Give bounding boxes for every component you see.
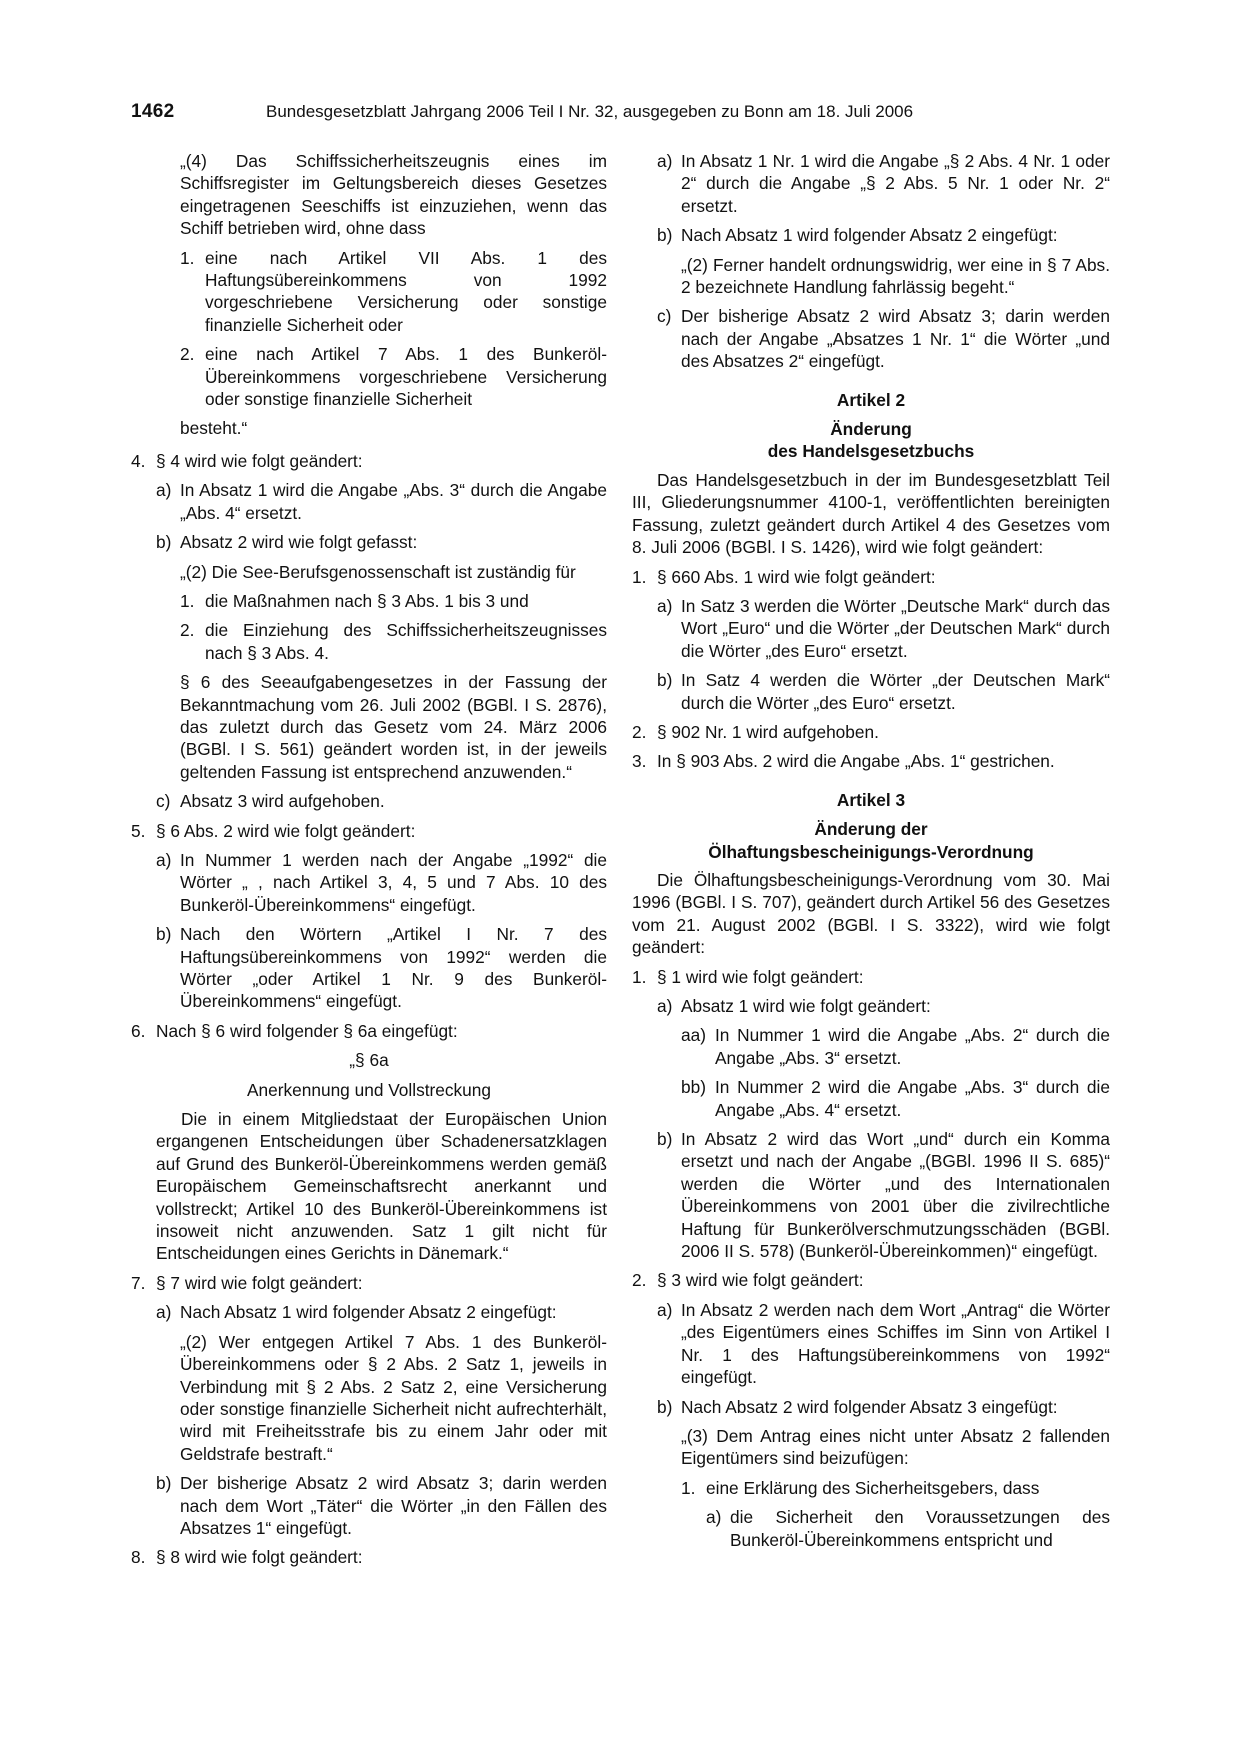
list-item-number: 8. — [131, 1547, 146, 1568]
list-item — [131, 820, 607, 842]
list-item-text: Der bisherige Absatz 2 wird Absatz 3; darin werden nach dem Wort „Täter“ die Wörter „in den Fällen des Absatzes 1“ eingefügt. — [180, 1473, 607, 1538]
list-item-number: 2. — [632, 1270, 647, 1291]
list-item — [632, 966, 1110, 988]
list-item-text: In Absatz 2 werden nach dem Wort „Antrag“ die Wörter „des Eigentümers eines Schiffes im Sinn von Artikel I Nr. 1 des Haftungsübereinkommens von 1992“ eingefügt. — [681, 1299, 1110, 1388]
list-item — [632, 150, 1110, 217]
page-number: 1462 — [131, 101, 175, 122]
list-item-text: Absatz 2 wird wie folgt gefasst: — [180, 532, 418, 553]
list-item-number: a) — [657, 996, 673, 1016]
list-item-number: a) — [156, 1302, 172, 1323]
list-item-number: bb) — [681, 1077, 706, 1098]
quoted-paragraph: „(2) Ferner handelt ordnungswidrig, wer eine in § 7 Abs. 2 bezeichnete Handlung fahrlässig begeht.“ — [681, 254, 1110, 298]
list-item — [131, 923, 607, 1013]
list-item-number: 3. — [632, 751, 647, 772]
list-item — [131, 531, 607, 553]
list-item-number: 7. — [131, 1272, 146, 1293]
list-item — [131, 619, 607, 664]
quoted-paragraph-4: „(4) Das Schiffssicherheitszeugnis eines im Schiffsregister im Geltungsbereich dieses Gesetzes eingetragenen Seeschiffs ist einzuziehen, wenn das Schiff betrieben wird, ohne dass — [180, 151, 607, 239]
list-item-text: § 8 wird wie folgt geändert: — [156, 1547, 363, 1568]
list-item — [632, 1506, 1110, 1551]
list-item-number: 2. — [180, 620, 195, 641]
list-item-number: b) — [657, 225, 673, 246]
article-heading: Ölhaftungsbescheinigungs-Verordnung — [708, 841, 1034, 862]
list-item — [632, 1076, 1110, 1121]
list-item-text: § 6 Abs. 2 wird wie folgt geändert: — [156, 820, 416, 841]
article-intro: Die Ölhaftungsbescheinigungs-Verordnung vom 30. Mai 1996 (BGBl. I S. 707), geändert durch Artikel 56 des Gesetzes vom 21. August 2002 (BGBl. I S. 3322), wird wie folgt geändert: — [632, 869, 1110, 958]
list-item — [632, 995, 1110, 1017]
list-item-number: b) — [156, 1473, 172, 1494]
list-item-text: In Nummer 2 wird die Angabe „Abs. 3“ durch die Angabe „Abs. 4“ ersetzt. — [715, 1077, 1110, 1120]
list-item — [131, 1301, 607, 1323]
list-item — [632, 1269, 1110, 1291]
list-item-text: § 1 wird wie folgt geändert: — [657, 966, 864, 987]
list-item-number: a) — [156, 849, 172, 870]
list-item-text: § 902 Nr. 1 wird aufgehoben. — [657, 721, 879, 742]
list-item-text: Nach Absatz 1 wird folgender Absatz 2 eingefügt: — [180, 1302, 557, 1323]
list-item-text: Nach Absatz 2 wird folgender Absatz 3 eingefügt: — [681, 1396, 1058, 1417]
list-item-text: In § 903 Abs. 2 wird die Angabe „Abs. 1“ gestrichen. — [657, 751, 1055, 772]
quoted-paragraph-end: besteht.“ — [180, 418, 248, 439]
list-item-number: 2. — [632, 721, 647, 742]
list-item-number: 1. — [632, 966, 647, 987]
list-item-number: b) — [657, 670, 673, 691]
list-item-text: Absatz 3 wird aufgehoben. — [180, 791, 385, 812]
list-item-text: Absatz 1 wird wie folgt geändert: — [681, 996, 931, 1016]
list-item-number: 1. — [632, 566, 647, 587]
list-item-text: § 3 wird wie folgt geändert: — [657, 1270, 864, 1291]
list-item-text: § 660 Abs. 1 wird wie folgt geändert: — [657, 566, 936, 587]
list-item — [131, 1546, 607, 1568]
list-item-text: In Nummer 1 werden nach der Angabe „1992“ die Wörter „ , nach Artikel 3, 4, 5 und 7 Abs. 10 des Bunkeröl-Übereinkommens“ eingefügt. — [180, 849, 607, 915]
right-column — [632, 150, 1110, 1558]
list-item-text: Nach Absatz 1 wird folgender Absatz 2 eingefügt: — [681, 225, 1058, 246]
section-heading: Anerkennung und Vollstreckung — [246, 1079, 492, 1100]
list-item-text: die Einziehung des Schiffssicherheitszeugnisses nach § 3 Abs. 4. — [205, 620, 607, 663]
list-item-number: c) — [156, 791, 171, 812]
list-item-number: a) — [657, 595, 673, 616]
list-item — [131, 247, 607, 337]
list-item-number: c) — [657, 306, 672, 327]
list-item — [131, 1272, 607, 1294]
list-item — [131, 1020, 607, 1042]
list-item — [131, 450, 607, 472]
list-item-number: aa) — [681, 1025, 706, 1046]
list-item-number: b) — [156, 924, 172, 945]
quoted-paragraph: „(2) Wer entgegen Artikel 7 Abs. 1 des Bunkeröl-Übereinkommens oder § 2 Abs. 2 Satz 1, jeweils in Verbindung mit § 2 Abs. 2 Satz 2, eine Versicherung oder sonstige finanzielle Sicherheit nicht aufrechterhält, wird mit Freiheitsstrafe bis zu einem Jahr oder mit Geldstrafe bestraft.“ — [180, 1331, 607, 1464]
article-intro: Das Handelsgesetzbuch in der im Bundesgesetzblatt Teil III, Gliederungsnummer 4100-1, veröffentlichten bereinigten Fassung, zuletzt geändert durch Artikel 4 des Gesetzes vom 8. Juli 2006 (BGBl. I S. 1426), wird wie folgt geändert: — [632, 469, 1110, 558]
article-heading: Änderung — [830, 419, 912, 440]
list-item-number: 1. — [180, 590, 195, 611]
article-heading: des Handelsgesetzbuchs — [767, 441, 975, 462]
list-item — [632, 1128, 1110, 1262]
quoted-paragraph: § 6 des Seeaufgabengesetzes in der Fassung der Bekanntmachung vom 26. Juli 2002 (BGBl. I S. 2876), das zuletzt durch das Gesetz vom 24. März 2006 (BGBl. I S. 561) geändert worden ist, in der jeweils geltenden Fassung ist entsprechend anzuwenden.“ — [180, 672, 607, 782]
list-item-number: 2. — [180, 344, 195, 365]
section-text: Die in einem Mitgliedstaat der Europäischen Union ergangenen Entscheidungen über Schadenersatzklagen auf Grund des Bunkeröl-Übereinkommens werden gemäß Europäischem Gemeinschaftsrecht anerkannt und vollstreckt; Artikel 10 des Bunkeröl-Übereinkommens ist insoweit nicht anzuwenden. Satz 1 gilt nicht für Entscheidungen eines Gerichts in Dänemark.“ — [156, 1109, 607, 1264]
list-item-text: In Absatz 2 wird das Wort „und“ durch ein Komma ersetzt und nach der Angabe „(BGBl. 1996 II S. 685)“ werden die Wörter „und des Internationalen Übereinkommens von 2001 über die zivilrechtliche Haftung für Bunkerölverschmutzungsschäden (BGBl. 2006 II S. 578) (Bunkeröl-Übereinkommen)“ eingefügt. — [681, 1129, 1110, 1262]
running-header: Bundesgesetzblatt Jahrgang 2006 Teil I Nr. 32, ausgegeben zu Bonn am 18. Juli 2006 — [266, 102, 914, 121]
list-item — [632, 1299, 1110, 1389]
list-item-text: die Maßnahmen nach § 3 Abs. 1 bis 3 und — [205, 590, 529, 611]
list-item — [632, 305, 1110, 372]
list-item-number: 5. — [131, 820, 146, 841]
list-item-text: Der bisherige Absatz 2 wird Absatz 3; darin werden nach der Angabe „Absatzes 1 Nr. 1“ die Wörter „und des Absatzes 2“ eingefügt. — [681, 306, 1110, 372]
list-item — [131, 343, 607, 410]
list-item-text: In Nummer 1 wird die Angabe „Abs. 2“ durch die Angabe „Abs. 3“ ersetzt. — [715, 1025, 1110, 1068]
list-item — [632, 224, 1110, 246]
list-item-number: 6. — [131, 1020, 146, 1041]
list-item-number: b) — [657, 1396, 673, 1417]
list-item-number: b) — [657, 1129, 673, 1150]
list-item-text: In Absatz 1 Nr. 1 wird die Angabe „§ 2 Abs. 4 Nr. 1 oder 2“ durch die Angabe „§ 2 Abs. 5 Nr. 1 oder Nr. 2“ ersetzt. — [681, 151, 1110, 216]
quoted-paragraph: „(3) Dem Antrag eines nicht unter Absatz 2 fallenden Eigentümers sind beizufügen: — [681, 1425, 1110, 1469]
list-item — [632, 721, 1110, 743]
list-item — [131, 479, 607, 524]
section-title: „§ 6a — [349, 1050, 389, 1071]
list-item-number: 4. — [131, 450, 146, 471]
list-item-text: eine nach Artikel VII Abs. 1 des Haftungsübereinkommens von 1992 vorgeschriebene Versicherung oder sonstige finanzielle Sicherheit oder — [205, 247, 607, 335]
list-item — [632, 1477, 1110, 1499]
list-item-text: eine nach Artikel 7 Abs. 1 des Bunkeröl-Übereinkommens vorgeschriebene Versicherung oder sonstige finanzielle Sicherheit — [205, 344, 607, 410]
list-item-number: 1. — [681, 1477, 696, 1498]
list-item-text: Nach den Wörtern „Artikel I Nr. 7 des Haftungsübereinkommens von 1992“ werden die Wörter „oder Artikel 1 Nr. 9 des Bunkeröl-Übereinkommens“ eingefügt. — [180, 924, 607, 1012]
list-item — [632, 1024, 1110, 1069]
article-label: Artikel 2 — [836, 389, 906, 410]
list-item-text: § 7 wird wie folgt geändert: — [156, 1272, 363, 1293]
list-item-number: a) — [657, 1299, 673, 1320]
list-item — [632, 750, 1110, 772]
article-label: Artikel 3 — [836, 789, 906, 810]
list-item — [632, 669, 1110, 714]
list-item-text: In Satz 3 werden die Wörter „Deutsche Mark“ durch das Wort „Euro“ und die Wörter „der Deutschen Mark“ durch die Wörter „des Euro“ ersetzt. — [681, 595, 1110, 661]
list-item — [131, 849, 607, 916]
article-heading: Änderung der — [814, 819, 928, 840]
list-item — [632, 1396, 1110, 1418]
list-item — [632, 566, 1110, 588]
list-item-text: § 4 wird wie folgt geändert: — [156, 450, 363, 471]
list-item-text: Nach § 6 wird folgender § 6a eingefügt: — [156, 1020, 458, 1041]
list-item-number: a) — [156, 480, 172, 501]
list-item-number: 1. — [180, 247, 195, 268]
list-item — [131, 590, 607, 612]
list-item-text: eine Erklärung des Sicherheitsgebers, dass — [706, 1477, 1040, 1498]
list-item-text: die Sicherheit den Voraussetzungen des Bunkeröl-Übereinkommens entspricht und — [730, 1507, 1110, 1550]
quoted-paragraph-2: „(2) Die See-Berufsgenossenschaft ist zuständig für — [180, 561, 576, 582]
list-item-number: a) — [706, 1507, 722, 1528]
list-item — [131, 1472, 607, 1539]
list-item-text: In Satz 4 werden die Wörter „der Deutschen Mark“ durch die Wörter „des Euro“ ersetzt. — [681, 670, 1110, 713]
list-item-text: In Absatz 1 wird die Angabe „Abs. 3“ durch die Angabe „Abs. 4“ ersetzt. — [180, 480, 607, 523]
list-item — [131, 790, 607, 812]
left-column — [131, 150, 607, 1576]
list-item — [632, 595, 1110, 662]
list-item-number: a) — [657, 151, 673, 171]
list-item-number: b) — [156, 532, 172, 553]
